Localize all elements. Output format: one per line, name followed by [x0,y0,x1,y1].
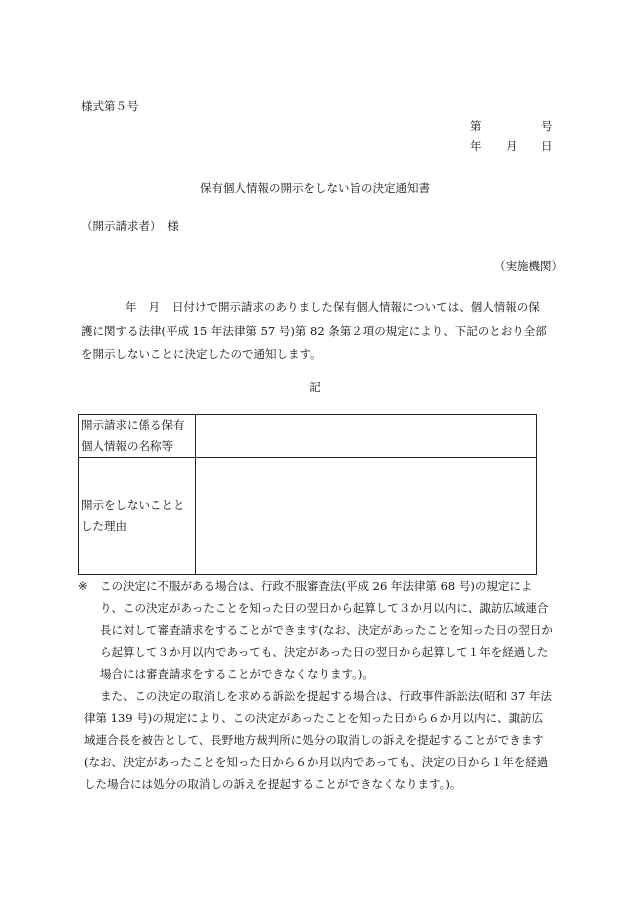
appeal-note-paragraph-1 [78,575,553,685]
appeal-review-text: この決定に不服がある場合は、行政不服審査法(平成 26 年法律第 68 号)の規定により、この決定があったことを知った日の翌日から起算して３か月以内に、諏訪広域連合長に対して審査請求をすることができます(なお、決定があったことを知った日の翌日から起算して３か月以内であっても、決定があった日の翌日から起算して１年を経過した場合には審査請求をすることができなくなります。)。 [100,579,553,681]
date-day-label: 日 [541,139,553,153]
date-month-label: 月 [506,139,518,153]
requested-info-value [196,415,537,458]
recipient: （開示請求者） 様 [81,219,179,233]
document-number-prefix: 第 [470,119,482,133]
appeal-lawsuit-text: また、この決定の取消しを求める訴訟を提起する場合は、行政事件訴訟法(昭和 37 年法律第 139 号)の規定により、この決定があったことを知った日から６か月以内に、諏訪広域連合長を被告として、長野地方裁判所に処分の取消しの訴えを提起することができます(なお、決定があったことを知った日から６か月以内であっても、決定の日から１年を経過した場合には処分の取消しの訴えを提起することができなくなります。)。 [84,689,552,791]
date-year-label: 年 [470,139,482,153]
reason-label: 開示をしないこととした理由 [79,458,196,575]
document-number-suffix: 号 [541,119,553,133]
notification-body [81,296,551,367]
appeal-note [78,575,553,795]
decision-table [78,414,537,575]
body-date-month: 月 [148,300,160,314]
issuing-agency: （実施機関） [494,259,563,273]
table-row [79,415,537,458]
body-date-year: 年 [125,300,137,314]
table-row [79,458,537,575]
ki-heading: 記 [309,380,321,394]
document-title: 保有個人情報の開示をしない旨の決定通知書 [200,181,430,195]
requested-info-label: 開示請求に係る保有個人情報の名称等 [79,415,196,458]
form-number: 様式第５号 [81,99,139,113]
body-text: 日付けで開示請求のありました保有個人情報については、個人情報の保護に関する法律(平成 15 年法律第 57 号)第 82 条第２項の規定により、下記のとおり全部を開示しないことに決定したので通知します。 [81,300,547,361]
note-mark: ※ [78,579,88,593]
reason-value [196,458,537,575]
